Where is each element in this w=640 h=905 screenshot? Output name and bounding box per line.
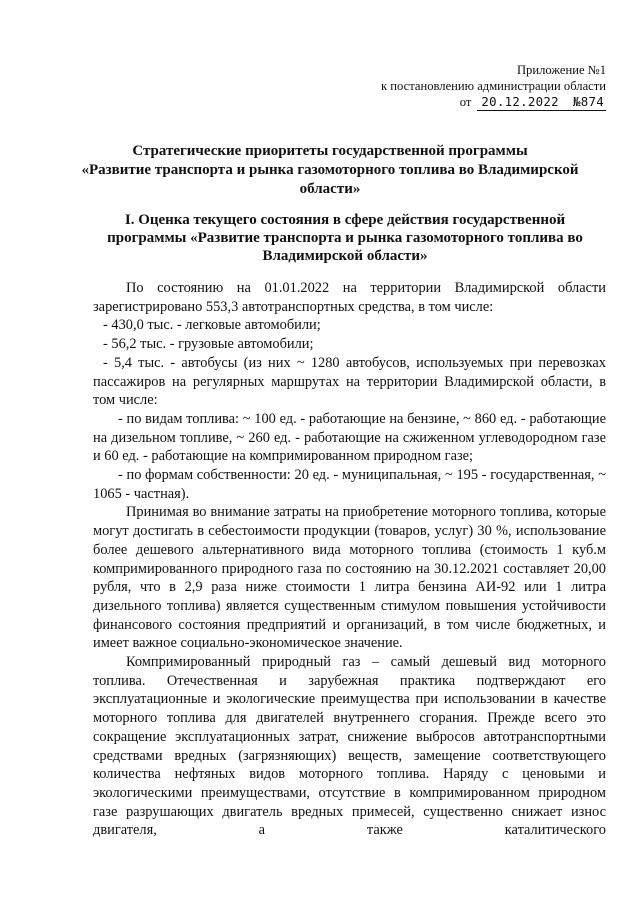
appendix-date-line — [381, 94, 606, 111]
list-item-fuel-types: - по видам топлива: ~ 100 ед. - работающие на бензине, ~ 860 ед. - работающие на дизельном топливе, ~ 260 ед. - работающие на сжиженном углеводородном газе и 60 ед. - работающие на компримированном природном газе; — [93, 410, 606, 465]
title-line-3: области» — [299, 181, 361, 197]
section-line-2: программы «Развитие транспорта и рынка газомоторного топлива во — [107, 230, 583, 246]
list-item-trucks: - 56,2 тыс. - грузовые автомобили; — [103, 336, 314, 353]
from-label: от — [459, 95, 472, 109]
appendix-header — [381, 62, 606, 111]
list-item-cars: - 430,0 тыс. - легковые автомобили; — [103, 317, 321, 334]
resolution-number: №874 — [572, 94, 604, 109]
paragraph-fuel-costs: Принимая во внимание затраты на приобретение моторного топлива, которые могут достигать в себестоимости продукции (товаров, услуг) 30 %, использование более дешевого альтернативного вида моторного топлива (стоимость 1 куб.м компримированного природного газа по состоянию на 30.12.2021 составляет 20,00 рубля, что в 2,9 раза ниже стоимости 1 литра бензина АИ-92 или 1 литра дизельного топлива) является существенным стимулом повышения устойчивости финансового состояния предприятий и организаций, в том числе бюджетных, и имеет важное социально-экономическое значение. — [93, 504, 606, 652]
date-number-field — [477, 94, 606, 111]
section-line-1: I. Оценка текущего состояния в сфере действия государственной — [124, 212, 566, 228]
body-text — [93, 279, 606, 840]
list-item-buses: - 5,4 тыс. - автобусы (из них ~ 1280 автобусов, используемых при перевозках пассажиров на регулярных маршрутах на территории Владимирской области, в том числе: — [93, 354, 606, 409]
list-item-ownership: - по формам собственности: 20 ед. - муниципальная, ~ 195 - государственная, ~ 1065 - частная). — [93, 467, 606, 502]
paragraph-registration: По состоянию на 01.01.2022 на территории Владимирской области зарегистрировано 553,3 автотранспортных средства, в том числе: — [93, 280, 606, 315]
document-title — [80, 142, 580, 199]
title-line-1: Стратегические приоритеты государственной программы — [132, 143, 528, 159]
appendix-line-1: Приложение №1 — [516, 63, 606, 77]
paragraph-cng-advantages: Компримированный природный газ – самый дешевый вид моторного топлива. Отечественная и зарубежная практика подтверждают его эксплуатационные и экологические преимущества при использовании в качестве моторного топлива для двигателей внутреннего сгорания. Прежде всего это сокращение эксплуатационных затрат, снижение выбросов автотранспортными средствами вредных (загрязняющих) веществ, замещение соответствующего количества нефтяных видов моторного топлива. Наряду с ценовыми и экологическими преимуществами, отсутствие в компримированном природном газе разрушающих двигатель вредных примесей, существенно снижает износ двигателя, а также каталитического — [93, 654, 606, 839]
title-line-2: «Развитие транспорта и рынка газомоторного топлива во Владимирской — [81, 162, 579, 178]
appendix-line-2: к постановлению администрации области — [381, 79, 606, 93]
section-line-3: Владимирской области» — [262, 248, 428, 264]
section-heading — [90, 211, 600, 265]
resolution-date: 20.12.2022 — [481, 94, 559, 109]
